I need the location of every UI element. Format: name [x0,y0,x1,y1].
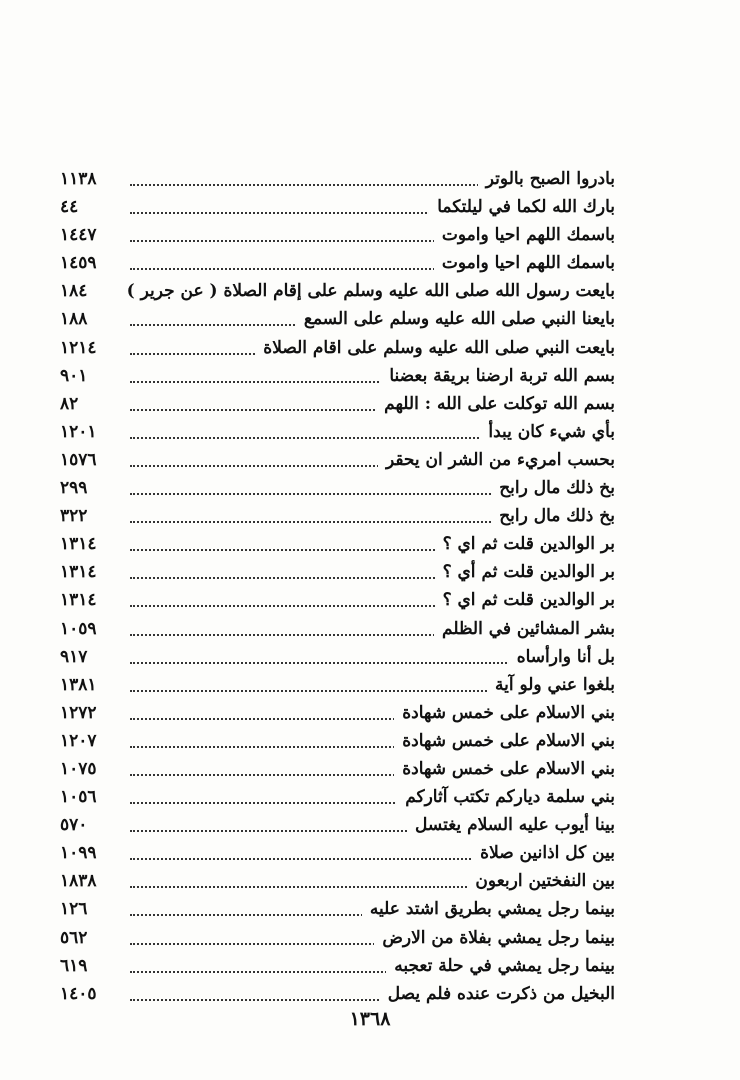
entry-text: بر الوالدين قلت ثم أي ؟ [435,561,615,583]
entry-page-number: ٤٤ [60,197,79,218]
index-entry [60,672,615,700]
entry-page-number: ٩٠١ [60,365,88,386]
entry-text: بينما رجل يمشي بفلاة من الارض [374,927,615,949]
entry-text: بر الوالدين قلت ثم اي ؟ [435,533,615,555]
entry-text: بخ ذلك مال رابح [491,477,615,499]
index-entry [60,503,615,531]
index-entry [60,475,615,503]
entry-text: بخ ذلك مال رابح [491,505,615,527]
entry-text: بايعنا النبي صلى الله عليه وسلم على السمع [296,308,615,330]
index-entry [60,812,615,840]
index-entry [60,784,615,812]
index-entry [60,419,615,447]
entry-text: بني الاسلام على خمس شهادة [394,730,615,752]
index-entry [60,194,615,222]
entry-text: بايعت رسول الله صلى الله عليه وسلم على إقام الصلاة ( عن جرير ) [119,280,615,302]
index-entry [60,728,615,756]
entry-text: باسمك اللهم احيا واموت [434,224,615,246]
index-entry [60,363,615,391]
index-entry [60,616,615,644]
entry-text: بينما رجل يمشي في حلة تعجبه [386,955,615,977]
entry-page-number: ١٢٠٧ [60,730,97,751]
entry-page-number: ٩١٧ [60,646,88,667]
entry-page-number: ٦١٩ [60,955,88,976]
entry-page-number: ١٣١٤ [60,562,97,583]
index-entry [60,644,615,672]
entry-page-number: ١٠٥٦ [60,787,97,808]
entry-text: البخيل من ذكرت عنده فلم يصل [380,983,615,1005]
index-entry [60,981,615,1009]
page-number: ١٣٦٨ [349,1008,391,1030]
index-entry [60,278,615,306]
entry-text: بارك الله لكما في ليلتكما [429,196,615,218]
index-entry [60,587,615,615]
entry-page-number: ١٠٧٥ [60,758,97,779]
index-entry [60,222,615,250]
entry-text: بل أنا وارأساه [509,646,615,668]
entry-text: بسم الله توكلت على الله : اللهم [376,393,615,415]
entry-page-number: ١٠٩٩ [60,843,97,864]
entry-text: بشر المشائين في الظلم [434,618,615,640]
entry-page-number: ١٥٧٦ [60,449,97,470]
index-entry [60,250,615,278]
entry-text: بينما رجل يمشي بطريق اشتد عليه [362,898,615,920]
entry-text: باسمك اللهم احيا واموت [434,252,615,274]
index-entry [60,896,615,924]
index-entry [60,756,615,784]
entry-page-number: ١٢٧٢ [60,702,97,723]
entry-text: بني سلمة دياركم تكتب آثاركم [397,786,615,808]
index-entry [60,925,615,953]
entry-page-number: ٨٢ [60,393,79,414]
entry-page-number: ١٤٤٧ [60,225,97,246]
entry-page-number: ٢٩٩ [60,478,88,499]
entry-page-number: ١٢٠١ [60,421,97,442]
entry-page-number: ١٤٥٩ [60,253,97,274]
entry-text: بلغوا عني ولو آية [487,674,615,696]
entry-text: بر الوالدين قلت ثم اي ؟ [435,589,615,611]
entry-page-number: ١٣٨١ [60,674,97,695]
index-entry [60,531,615,559]
index-entry [60,447,615,475]
entry-page-number: ١٠٥٩ [60,618,97,639]
entry-page-number: ١٣١٤ [60,590,97,611]
index-entry [60,335,615,363]
entry-text: بني الاسلام على خمس شهادة [394,702,615,724]
entry-page-number: ٥٦٢ [60,927,88,948]
entry-text: بني الاسلام على خمس شهادة [394,758,615,780]
entry-page-number: ١٣١٤ [60,534,97,555]
entry-text: بأي شيء كان يبدأ [480,421,615,443]
entry-page-number: ١٨٨ [60,309,88,330]
entry-text: بادروا الصبح بالوتر [478,168,615,190]
entry-text: بين كل اذانين صلاة [472,842,615,864]
entry-page-number: ١٨٤ [60,281,88,302]
index-entry [60,700,615,728]
index-entry [60,391,615,419]
entry-text: بحسب امريء من الشر ان يحقر [378,449,615,471]
entry-page-number: ١٤٠٥ [60,983,97,1004]
hadith-index-list [60,166,615,1009]
index-entry [60,868,615,896]
index-entry [60,953,615,981]
entry-text: بسم الله تربة ارضنا بريقة بعضنا [381,365,615,387]
entry-page-number: ١٢٦ [60,899,88,920]
entry-text: بينا أيوب عليه السلام يغتسل [407,814,615,836]
entry-text: بين النفختين اربعون [467,870,615,892]
index-entry [60,166,615,194]
entry-page-number: ٥٧٠ [60,815,88,836]
entry-page-number: ١١٣٨ [60,169,97,189]
entry-text: بايعت النبي صلى الله عليه وسلم على اقام الصلاة [255,337,615,359]
index-entry [60,559,615,587]
index-entry [60,306,615,334]
index-entry [60,840,615,868]
entry-page-number: ٣٢٢ [60,506,88,527]
entry-page-number: ١٢١٤ [60,337,97,358]
entry-page-number: ١٨٣٨ [60,871,97,892]
